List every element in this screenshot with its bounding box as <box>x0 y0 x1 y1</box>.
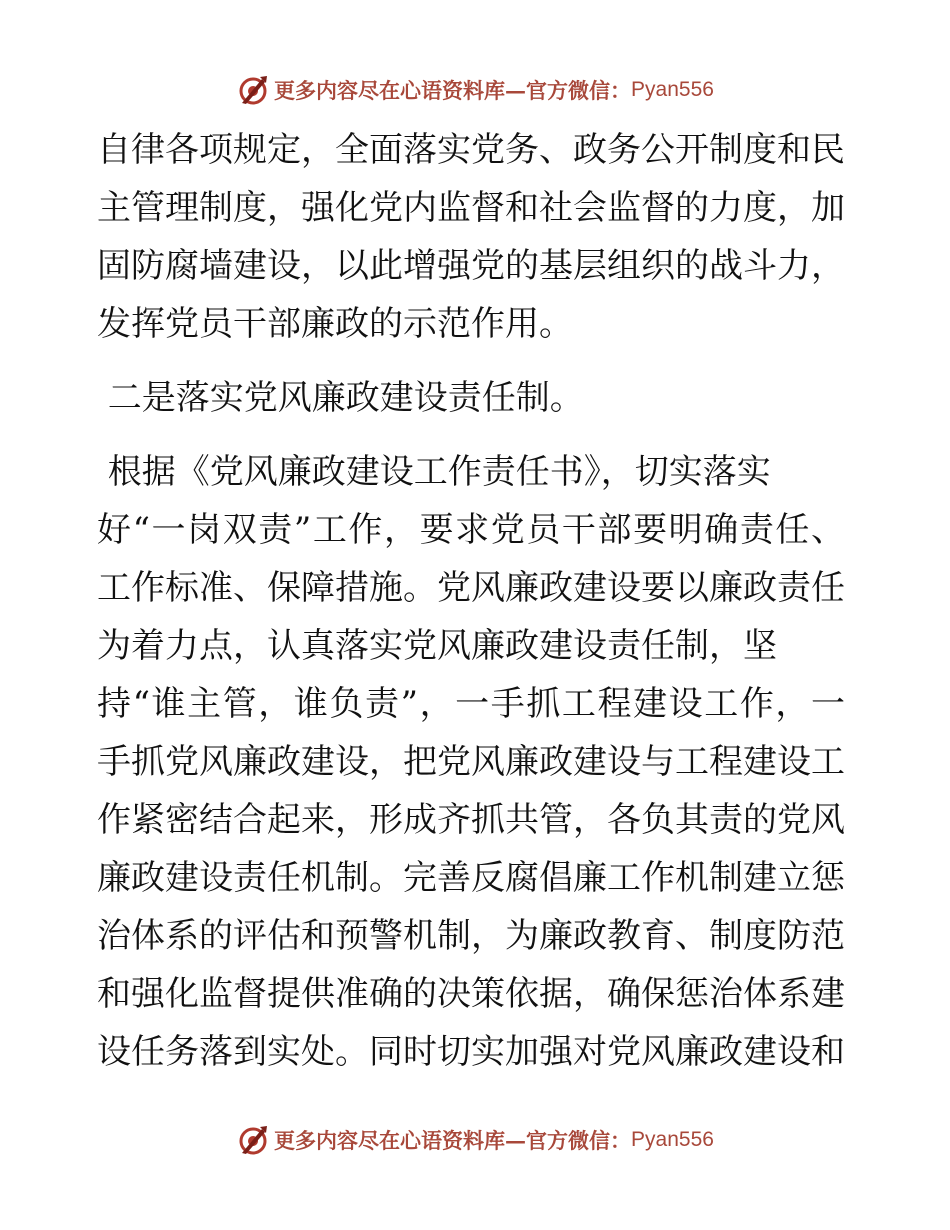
body-line: 设任务落到实处。同时切实加强对党风廉政建设和 <box>97 1032 845 1072</box>
quill-logo-icon <box>236 1123 270 1157</box>
banner-text: 更多内容尽在心语资料库—官方微信： <box>274 1128 632 1153</box>
banner-wechat-handle: Pyan556 <box>631 1128 714 1151</box>
body-line: 工作标准、保障措施。党风廉政建设要以廉政责任 <box>97 568 845 608</box>
quill-logo-icon <box>236 73 270 107</box>
body-line: 主管理制度，强化党内监督和社会监督的力度，加 <box>97 188 845 228</box>
body-line: 发挥党员干部廉政的示范作用。 <box>97 304 573 344</box>
body-line: 固防腐墙建设，以此增强党的基层组织的战斗力， <box>97 246 845 286</box>
body-line: 根据《党风廉政建设工作责任书》，切实落实 <box>97 452 771 492</box>
body-line: 自律各项规定，全面落实党务、政务公开制度和民 <box>97 130 845 170</box>
body-line: 为着力点，认真落实党风廉政建设责任制，坚 <box>97 626 777 666</box>
body-line: 持“谁主管，谁负责”，一手抓工程建设工作，一 <box>97 684 845 724</box>
body-line: 手抓党风廉政建设，把党风廉政建设与工程建设工 <box>97 742 845 782</box>
banner-wechat-handle: Pyan556 <box>631 78 714 101</box>
body-line: 和强化监督提供准确的决策依据，确保惩治体系建 <box>97 974 845 1014</box>
body-line: 好“一岗双责”工作，要求党员干部要明确责任、 <box>97 510 845 550</box>
section-heading: 二是落实党风廉政建设责任制。 <box>97 378 584 418</box>
body-line: 廉政建设责任机制。完善反腐倡廉工作机制建立惩 <box>97 858 845 898</box>
footer-watermark-banner <box>0 1120 950 1160</box>
header-watermark-banner <box>0 70 950 110</box>
banner-text: 更多内容尽在心语资料库—官方微信： <box>274 78 632 103</box>
body-line: 作紧密结合起来，形成齐抓共管，各负其责的党风 <box>97 800 845 840</box>
body-line: 治体系的评估和预警机制，为廉政教育、制度防范 <box>97 916 845 956</box>
